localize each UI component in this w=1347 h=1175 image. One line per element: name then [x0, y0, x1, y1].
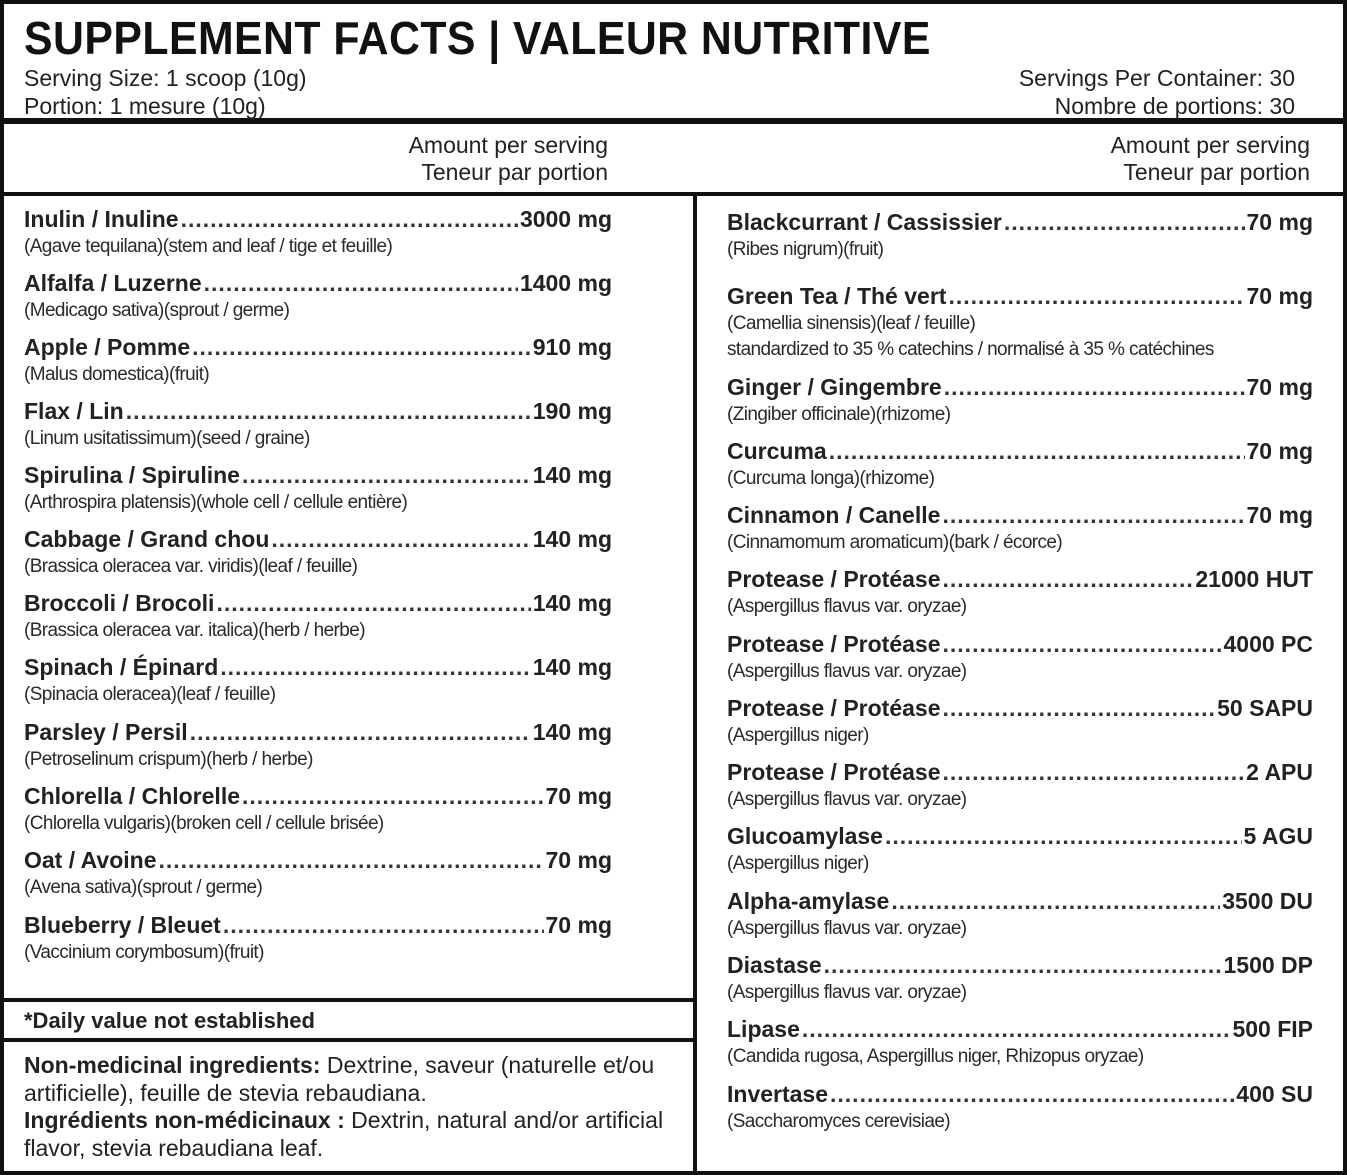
- amount-header-right-fr: Teneur par portion: [1123, 159, 1310, 185]
- ingredient-source: standardized to 35 % catechins / normalisé à 35 % catéchines: [727, 339, 1214, 360]
- ingredient-name-line: [24, 396, 612, 426]
- ingredient-name: Parsley / Persil: [24, 719, 188, 745]
- ingredient-source: (Aspergillus flavus var. oryzae): [727, 596, 967, 617]
- ingredient-name-line: [727, 1079, 1313, 1109]
- ingredient-name: Diastase: [727, 952, 822, 978]
- ingredient-source: (Medicago sativa)(sprout / germe): [24, 300, 290, 321]
- ingredient-row: [24, 524, 612, 580]
- ingredient-name: Curcuma: [727, 438, 827, 464]
- ingredient-source: (Chlorella vulgaris)(broken cell / cellule brisée): [24, 813, 384, 834]
- ingredient-name-line: [727, 693, 1313, 723]
- dot-leader: [1004, 207, 1245, 237]
- ingredient-row: [727, 757, 1313, 813]
- ingredient-name: Chlorella / Chlorelle: [24, 783, 240, 809]
- ingredient-source: (Saccharomyces cerevisiae): [727, 1111, 951, 1132]
- ingredient-amount: 50 SAPU: [1217, 695, 1313, 721]
- ingredient-amount: 190 mg: [532, 398, 612, 424]
- ingredient-amount: 70 mg: [1246, 283, 1313, 309]
- ingredient-source: (Petroselinum crispum)(herb / herbe): [24, 749, 313, 770]
- ingredient-name: Spinach / Épinard: [24, 654, 219, 680]
- ingredient-row: [727, 564, 1313, 620]
- ingredient-name-line: [727, 886, 1313, 916]
- label-title: SUPPLEMENT FACTS | VALEUR NUTRITIVE: [24, 12, 931, 64]
- dot-leader: [220, 652, 530, 682]
- ingredient-name: Flax / Lin: [24, 398, 124, 424]
- ingredient-name-line: [727, 281, 1313, 311]
- ingredient-source: (Spinacia oleracea)(leaf / feuille): [24, 684, 276, 705]
- dot-leader: [824, 950, 1222, 980]
- ingredient-amount: 1500 DP: [1223, 952, 1313, 978]
- dot-leader: [216, 588, 530, 618]
- ingredient-amount: 70 mg: [1246, 502, 1313, 528]
- ingredient-name-line: [727, 1014, 1313, 1044]
- ingredient-amount: 70 mg: [1246, 438, 1313, 464]
- ingredient-row: [24, 332, 612, 388]
- ingredient-source: (Aspergillus flavus var. oryzae): [727, 661, 967, 682]
- ingredient-amount: 140 mg: [532, 526, 612, 552]
- ingredient-source: (Brassica oleracea var. italica)(herb / herbe): [24, 620, 365, 641]
- ingredient-name-line: [727, 757, 1313, 787]
- dot-leader: [204, 268, 518, 298]
- dot-leader: [943, 564, 1194, 594]
- ingredient-source: (Linum usitatissimum)(seed / graine): [24, 428, 310, 449]
- ingredient-row: [727, 436, 1313, 492]
- dot-leader: [190, 717, 531, 747]
- ingredient-row: [727, 821, 1313, 877]
- ingredient-amount: 2 APU: [1246, 759, 1313, 785]
- ingredient-name-line: [24, 460, 612, 490]
- ingredient-name: Alfalfa / Luzerne: [24, 270, 202, 296]
- ingredient-name: Green Tea / Thé vert: [727, 283, 947, 309]
- ingredient-amount: 500 FIP: [1232, 1016, 1313, 1042]
- serving-size-fr: Portion: 1 mesure (10g): [24, 93, 266, 119]
- non-medicinal-label-1: Non-medicinal ingredients:: [24, 1052, 321, 1078]
- ingredient-row: [727, 500, 1313, 556]
- ingredient-row: [727, 693, 1313, 749]
- ingredient-amount: 21000 HUT: [1195, 566, 1313, 592]
- amount-header-left-fr: Teneur par portion: [421, 159, 608, 185]
- ingredient-row: [24, 268, 612, 324]
- ingredient-name-line: [727, 629, 1313, 659]
- ingredient-row: [727, 372, 1313, 428]
- ingredient-name: Cabbage / Grand chou: [24, 526, 270, 552]
- serving-info: [24, 64, 1325, 120]
- ingredient-name-line: [727, 564, 1313, 594]
- dot-leader: [829, 436, 1245, 466]
- ingredient-name-line: [24, 717, 612, 747]
- ingredient-amount: 5 AGU: [1243, 823, 1313, 849]
- ingredient-row: [24, 781, 612, 837]
- ingredient-source: (Agave tequilana)(stem and leaf / tige et feuille): [24, 236, 393, 257]
- ingredient-row: [727, 1079, 1313, 1135]
- ingredient-source: (Brassica oleracea var. viridis)(leaf / feuille): [24, 556, 358, 577]
- ingredient-name-line: [24, 781, 612, 811]
- amount-header-right: [1004, 132, 1310, 186]
- amount-header-left: [304, 132, 608, 186]
- dot-leader: [223, 910, 544, 940]
- ingredient-amount: 140 mg: [532, 654, 612, 680]
- non-medicinal-text-2: Dextrin, natural and/or artificial flavor, stevia rebaudiana leaf.: [24, 1107, 664, 1161]
- ingredient-name: Alpha-amylase: [727, 888, 890, 914]
- amount-header-right-en: Amount per serving: [1110, 132, 1310, 158]
- ingredient-source: (Cinnamomum aromaticum)(bark / écorce): [727, 532, 1063, 553]
- ingredient-row: [727, 207, 1313, 263]
- non-medicinal-text-1: Dextrine, saveur (naturelle et/ou artificielle), feuille de stevia rebaudiana.: [24, 1052, 655, 1106]
- serving-size-block: [24, 64, 307, 120]
- ingredient-amount: 140 mg: [532, 590, 612, 616]
- ingredient-amount: 4000 PC: [1223, 631, 1313, 657]
- ingredient-name-line: [24, 204, 612, 234]
- ingredient-row: [727, 1014, 1313, 1070]
- ingredient-row: [24, 910, 612, 966]
- ingredient-name-line: [24, 845, 612, 875]
- ingredient-source: (Aspergillus niger): [727, 725, 869, 746]
- ingredient-name-line: [24, 268, 612, 298]
- dot-leader: [242, 460, 531, 490]
- ingredient-name: Glucoamylase: [727, 823, 883, 849]
- dot-leader: [126, 396, 531, 426]
- ingredient-source: (Camellia sinensis)(leaf / feuille): [727, 313, 976, 334]
- ingredient-row: [727, 886, 1313, 942]
- ingredient-amount: 3000 mg: [519, 206, 612, 232]
- label-header: [4, 4, 1343, 124]
- dot-leader: [271, 524, 530, 554]
- ingredient-source: (Ribes nigrum)(fruit): [727, 239, 884, 260]
- ingredient-amount: 910 mg: [532, 334, 612, 360]
- ingredient-name: Broccoli / Brocoli: [24, 590, 215, 616]
- ingredient-row: [24, 204, 612, 260]
- ingredient-amount: 3500 DU: [1222, 888, 1313, 914]
- ingredient-amount: 140 mg: [532, 719, 612, 745]
- ingredient-name-line: [24, 588, 612, 618]
- dot-leader: [942, 500, 1244, 530]
- ingredient-row: [24, 460, 612, 516]
- ingredient-amount: 70 mg: [545, 783, 612, 809]
- ingredient-name: Protease / Protéase: [727, 631, 941, 657]
- ingredient-name: Oat / Avoine: [24, 847, 157, 873]
- ingredient-name: Protease / Protéase: [727, 566, 941, 592]
- serving-size-en: Serving Size: 1 scoop (10g): [24, 65, 307, 91]
- dot-leader: [885, 821, 1242, 851]
- ingredient-name: Cinnamon / Canelle: [727, 502, 941, 528]
- dot-leader: [944, 372, 1245, 402]
- ingredient-name-line: [727, 372, 1313, 402]
- dot-leader: [891, 886, 1220, 916]
- ingredient-row: [727, 281, 1313, 363]
- dot-leader: [181, 204, 518, 234]
- ingredient-name: Invertase: [727, 1081, 829, 1107]
- ingredient-name: Blackcurrant / Cassissier: [727, 209, 1002, 235]
- ingredient-row: [24, 845, 612, 901]
- ingredient-name: Protease / Protéase: [727, 759, 941, 785]
- ingredient-amount: 70 mg: [1246, 374, 1313, 400]
- ingredient-name-line: [24, 332, 612, 362]
- ingredient-source: (Aspergillus niger): [727, 853, 869, 874]
- dot-leader: [830, 1079, 1234, 1109]
- ingredient-name-line: [727, 436, 1313, 466]
- dot-leader: [943, 757, 1245, 787]
- ingredient-name: Blueberry / Bleuet: [24, 912, 221, 938]
- ingredient-name: Protease / Protéase: [727, 695, 941, 721]
- ingredient-amount: 140 mg: [532, 462, 612, 488]
- ingredient-name: Ginger / Gingembre: [727, 374, 942, 400]
- ingredient-source: (Curcuma longa)(rhizome): [727, 468, 935, 489]
- ingredient-row: [24, 652, 612, 708]
- servings-per-container-en: Servings Per Container: 30: [1018, 65, 1295, 91]
- ingredient-source: (Avena sativa)(sprout / germe): [24, 877, 263, 898]
- ingredient-name-line: [24, 524, 612, 554]
- ingredient-name-line: [24, 910, 612, 940]
- dot-leader: [948, 281, 1244, 311]
- ingredient-name: Lipase: [727, 1016, 800, 1042]
- dot-leader: [802, 1014, 1231, 1044]
- ingredient-name-line: [727, 207, 1313, 237]
- ingredient-amount: 70 mg: [1246, 209, 1313, 235]
- amount-per-serving-bar: [4, 124, 1343, 196]
- non-medicinal-label-2: Ingrédients non-médicinaux :: [24, 1107, 345, 1133]
- dot-leader: [192, 332, 531, 362]
- servings-per-container-fr: Nombre de portions: 30: [1054, 93, 1295, 119]
- ingredient-name: Spirulina / Spiruline: [24, 462, 240, 488]
- dot-leader: [159, 845, 544, 875]
- ingredient-source: (Arthrospira platensis)(whole cell / cellule entière): [24, 492, 408, 513]
- ingredient-amount: 400 SU: [1236, 1081, 1313, 1107]
- ingredient-name-line: [727, 500, 1313, 530]
- ingredient-source: (Aspergillus flavus var. oryzae): [727, 918, 967, 939]
- ingredient-name: Inulin / Inuline: [24, 206, 179, 232]
- ingredient-source: (Zingiber officinale)(rhizome): [727, 404, 951, 425]
- ingredient-row: [24, 717, 612, 773]
- daily-value-note: *Daily value not established: [4, 998, 695, 1042]
- ingredient-source: (Vaccinium corymbosum)(fruit): [24, 942, 264, 963]
- ingredient-row: [727, 950, 1313, 1006]
- ingredient-name-line: [24, 652, 612, 682]
- dot-leader: [943, 629, 1222, 659]
- ingredient-name: Apple / Pomme: [24, 334, 191, 360]
- ingredient-amount: 1400 mg: [519, 270, 612, 296]
- ingredient-source: (Candida rugosa, Aspergillus niger, Rhizopus oryzae): [727, 1046, 1144, 1067]
- ingredient-name-line: [727, 950, 1313, 980]
- ingredient-row: [24, 396, 612, 452]
- non-medicinal-ingredients: [24, 1052, 684, 1162]
- ingredient-name-line: [727, 821, 1313, 851]
- ingredient-amount: 70 mg: [545, 847, 612, 873]
- servings-per-container-block: [1019, 64, 1295, 120]
- amount-header-left-en: Amount per serving: [408, 132, 608, 158]
- dot-leader: [242, 781, 544, 811]
- ingredient-row: [727, 629, 1313, 685]
- ingredient-source: (Malus domestica)(fruit): [24, 364, 210, 385]
- ingredient-row: [24, 588, 612, 644]
- ingredient-amount: 70 mg: [545, 912, 612, 938]
- ingredient-source: (Aspergillus flavus var. oryzae): [727, 789, 967, 810]
- dot-leader: [943, 693, 1216, 723]
- ingredient-source: (Aspergillus flavus var. oryzae): [727, 982, 967, 1003]
